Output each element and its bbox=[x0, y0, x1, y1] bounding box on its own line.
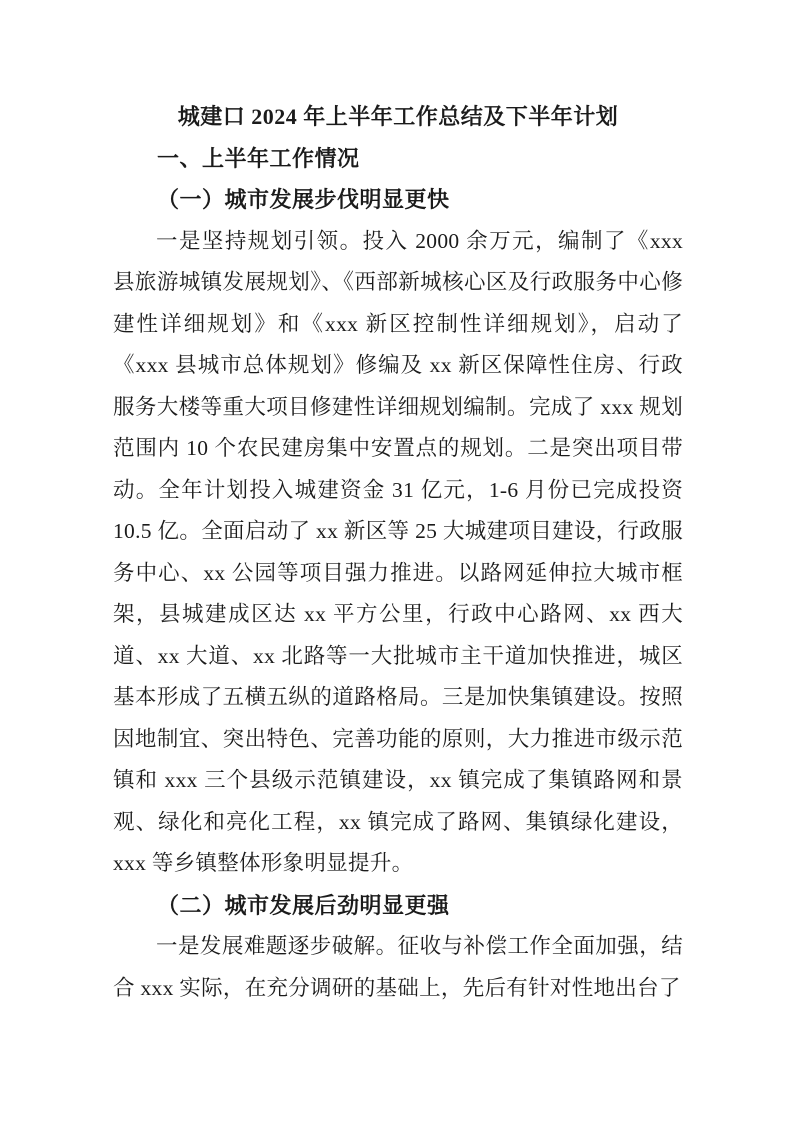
subsection-1-paragraph: 一是坚持规划引领。投入 2000 余万元，编制了《xxx 县旅游城镇发展规划》、《西部新城核心区及行政服务中心修建性详细规划》和《xxx 新区控制性详细规划》，启动了《xxx 县城市总体规划》修编及 xx 新区保障性住房、行政服务大楼等重大项目修建性详细规划编制。完成了 xxx 规划范围内 10 个农民建房集中安置点的规划。二是突出项目带动。全年计划投入城建资金 31 亿元，1-6 月份已完成投资 10.5 亿。全面启动了 xx 新区等 25 大城建项目建设，行政服务中心、xx 公园等项目强力推进。以路网延伸拉大城市框架，县城建成区达 xx 平方公里，行政中心路网、xx 西大道、xx 大道、xx 北路等一大批城市主干道加快推进，城区基本形成了五横五纵的道路格局。三是加快集镇建设。按照因地制宜、突出特色、完善功能的原则，大力推进市级示范镇和 xxx 三个县级示范镇建设，xx 镇完成了集镇路网和景观、绿化和亮化工程，xx 镇完成了路网、集镇绿化建设，xxx 等乡镇整体形象明显提升。 bbox=[113, 228, 683, 875]
subsection-2-heading: （二）城市发展后劲明显更强 bbox=[157, 892, 450, 918]
document-title: 城建口 2024 年上半年工作总结及下半年计划 bbox=[177, 104, 619, 129]
subsection-2-paragraph: 一是发展难题逐步破解。征收与补偿工作全面加强，结合 xxx 实际，在充分调研的基础上，先后有针对性地出台了 bbox=[113, 934, 683, 1000]
subsection-1-heading: （一）城市发展步伐明显更快 bbox=[157, 187, 450, 212]
section-1-heading: 一、上半年工作情况 bbox=[157, 145, 360, 171]
